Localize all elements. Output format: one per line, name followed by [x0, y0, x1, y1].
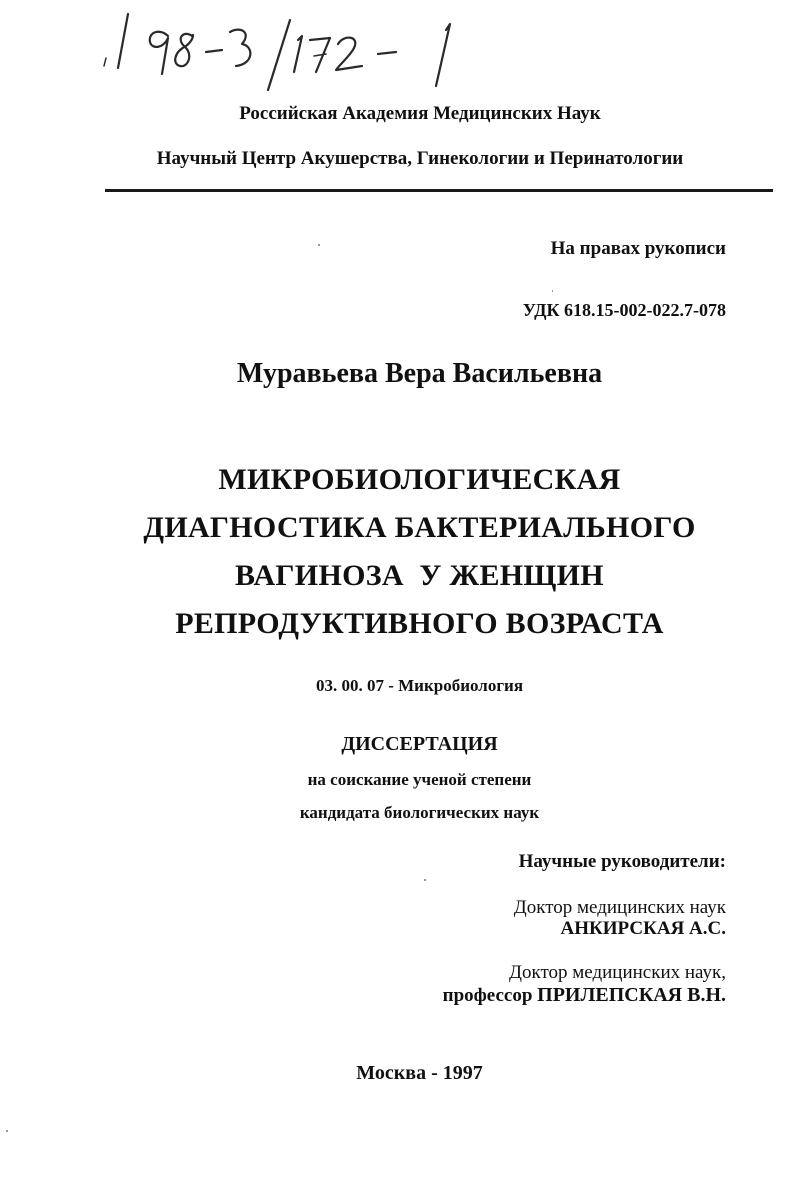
organization-name: Российская Академия Медицинских Наук: [239, 103, 601, 124]
city-year: Москва - 1997: [356, 1062, 483, 1084]
specialty-code: 03. 00. 07 - Микробиология: [315, 676, 524, 695]
research-center-name: Научный Центр Акушерства, Гинекологии и Перинатологии: [156, 148, 684, 169]
degree-line-2: кандидата биологических наук: [299, 803, 540, 822]
supervisors-heading: Научные руководители:: [518, 851, 726, 872]
scan-speck: [424, 879, 426, 881]
rights-note: На правах рукописи: [550, 238, 726, 259]
supervisor-2-name: ПРИЛЕПСКАЯ В.Н.: [537, 984, 726, 1006]
dissertation-label: ДИССЕРТАЦИЯ: [341, 733, 498, 755]
supervisor-1-name: АНКИРСКАЯ А.С.: [560, 918, 726, 939]
title-line: ВАГИНОЗА У ЖЕНЩИН: [235, 559, 604, 592]
title-line: МИКРОБИОЛОГИЧЕСКАЯ: [218, 463, 621, 496]
degree-line-1: на соискание ученой степени: [307, 770, 532, 789]
scan-speck: [318, 244, 320, 246]
supervisor-2-degree: Доктор медицинских наук,: [509, 962, 726, 983]
title-line: ДИАГНОСТИКА БАКТЕРИАЛЬНОГО: [143, 511, 696, 544]
supervisor-2-line: [443, 984, 726, 1007]
supervisor-2-title: профессор: [442, 985, 533, 1006]
scan-speck: [6, 1130, 8, 1132]
scan-speck: [552, 290, 553, 292]
header-divider: [105, 189, 773, 192]
supervisor-1-degree: Доктор медицинских наук: [513, 897, 726, 918]
udk-code: УДК 618.15-002-022.7-078: [522, 300, 726, 320]
title-line: РЕПРОДУКТИВНОГО ВОЗРАСТА: [175, 607, 664, 640]
author-name: Муравьева Вера Васильевна: [236, 358, 603, 389]
